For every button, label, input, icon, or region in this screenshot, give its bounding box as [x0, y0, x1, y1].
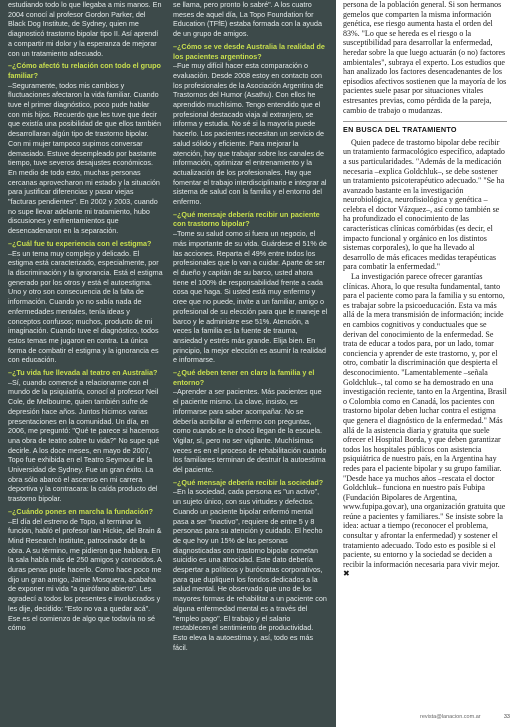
answer-paragraph: –Fue muy difícil hacer esta comparación o evaluación. Desde 2008 estoy en contacto con los profesionales de la Asociación Argentina de Trastornos del Humor (Asathu). Con ellos he aprendido muchísimo. Tengo entendido que el profesional destacado viaja al extranjero, se informa y estudia. No sé si la mayoría puede hacerlo. Los pacientes necesitan un servicio de salud sólido y eficiente. Para mejorar la atención, hay que trabajar sobre los canales de información, optimizar el entrenamiento y la actualización de los profesionales. Hay que fomentar el trabajo interdisciplinario e integrar al sistema de salud con la familia y el entorno del enfermo.	[173, 61, 327, 207]
answer-paragraph: –En la sociedad, cada persona es "un activo", un sujeto único, con sus virtudes y defectos. Cuando un paciente bipolar enfermó mental pasa a ser "inactivo", requiere de entre 5 y 8 personas para su atención y cuidado. El hecho de que hoy un 15% de las personas diagnosticadas con trastorno bipolar cometan suicidio es una atrocidad. Este dato debería despertar a políticos y burócratas corporativos, para que dupliquen los fondos dedicados a la salud mental. He observado que uno de los mayores formas de rehabilitar a un paciente con alguna enfermedad mental es a través del "empleo pago". El trabajo y el salario restablecen el sentimiento de productividad. Esto eleva la autoestima y, así, todo es más fácil.	[173, 487, 327, 652]
article-paragraph: persona de la población general. Si son hermanos gemelos que comparten la misma información genética, ese riesgo aumenta hasta el orden del 83%. "Lo que se hereda es el riesgo o la susceptibilidad para desarrollar la enfermedad, heredar sobre la que luego actuarán (o no) factores ambientales", subraya el experto. Los estudios que han analizado los factores desencadenantes de los episodios afectivos sostienen que la mayoría de los pacientes suele pasar por situaciones vitales estresantes previas, como pérdida de la pareja, cambio de trabajo o mudanzas.	[343, 0, 507, 115]
question-heading: –¿Qué deben tener en claro la familia y el entorno?	[173, 368, 315, 387]
interview-column-1	[8, 0, 163, 727]
answer-paragraph: –Sí, cuando comencé a relacionarme con el mundo de la psiquiatría, conocí al profesor Neil Cole, de Melbourne, quien también sufre de depresión hace años. Juntos hicimos varias presentaciones en la comunidad. Un día, en 2006, me preguntó: "Qué te parece si hacemos una obra de teatro sobre tu vida?" No supe qué decirle. A los doce meses, en mayo de 2007, Topo fue exhibida en el Teatro Seymour de la Universidad de Sydney. Fue un gran éxito. La obra sólo abarcó el ascenso en mi carrera deportiva y la contracara: la caída producto del trastorno bipolar.	[8, 377, 160, 504]
paragraph: se llama, pero pronto lo sabré". A los cuatro meses de aquel día, La Topo Foundation for Education (TFfE) estaba formada con la ayuda de un grupo de amigos.	[173, 0, 323, 39]
section-subhead: EN BUSCA DEL TRATAMIENTO	[343, 121, 507, 135]
question-heading: –¿Tu vida fue llevada al teatro en Australia?	[8, 368, 158, 378]
question-heading: –¿Qué mensaje debería recibir la sociedad?	[173, 477, 324, 487]
question-heading: –¿Cuál fue tu experiencia con el estigma?	[8, 238, 152, 248]
answer-paragraph: –Es un tema muy complejo y delicado. El estigma está caracterizado, especialmente, por la discriminación y la ignorancia. Está el estigma generado por los otros y está el autoestigma. Uno y otro son consecuencia de la falta de información. Cuando yo no sabía nada de enfermedades mentales, tenía ideas y conceptos confusos; muchos, producto de mi imaginación. Cuando tuve el diagnóstico, todos estos temas me jugaron en contra. La única forma de combatir el estigma y la ignorancia es con educación.	[8, 248, 163, 365]
answer-paragraph: –El día del estreno de Topo, al terminar la función, habló el profesor Ian Hickie, del Brain & Mind Research Institute, patrocinador de la obra. A su término, me pidieron que hablara. En la sala había más de 250 amigos y conocidos. A duras penas pude hacerlo. Como hace poco me dijo un gran amigo, Jaime Mosquera, acabaha de exponer mi vida "a quirófano abierto". Les agradecí a todos los presentes e involucrados y les dije, decidido: "Esto no va a quedar acá". Ese es el comienzo de algo que todavía no sé cómo	[8, 516, 162, 633]
page-number: 33	[503, 714, 510, 720]
footer-email: revista@lanacion.com.ar	[420, 714, 481, 720]
answer-paragraph: –Aprender a ser pacientes. Más pacientes que el paciente mismo. La clave, insisto, es informarse para saber acompañar. No se debería acribillar al enfermo con preguntas, como cuando se lo chocó llegan de la escuela. Vigilar, sí, pero no ser vigilante. Muchísimas veces es en el proceso de rehabilitación cuando los familiares terminan de destruir la autoestima del paciente.	[173, 387, 327, 475]
article-paragraph: La investigación parece ofrecer garantías clínicas. Ahora, lo que resulta fundamental, tanto para el paciente como para la familia y su entorno, es trabajar sobre la psicoeducación. Esta va más allá de la mera transmisión de información; incide en cambios cognitivos y conductuales que se derivan del conocimiento de la enfermedad. Se trata de educar a todos para, por un lado, tomar conciencia y aprender de este trastorno, y, por el otro, combatir la discriminación que despierta el desconocimiento. "Lamentablemente –señala Goldchluk–, tal como se ha demostrado en una investigación reciente, tanto en la Argentina, Brasil o Colombia como en Canadá, los pacientes con trastorno bipolar deben luchar contra el estigma que genera el diagnóstico de la enfermedad." Más allá de la asistencia diaria y gratuita que suele ofrecer el Hospital Borda, y que deben garantizar todos los hospitales públicos con asistencia psiquiátrica de nuestro país, en la Argentina hay redes para el paciente bipolar y su grupo familiar. "Desde hace ya muchos años –rescata el doctor Goldchluk– funciona en nuestro país Fubipa (Fundación Bipolares de Argentina, www.fupipa.gov.ar), una organización gratuita que reúne a pacientes y familiares." Se insiste sobre la idea: actuar a tiempo (reconocer el problema, consultar y afrontar la enfermedad) y sostener el tratamiento adecuado. Todo esto es posible si el paciente, su entorno y la sociedad se deciden a recibir la información necesaria para vivir mejor. ✖	[343, 272, 507, 579]
interview-column-2	[173, 0, 328, 727]
answer-paragraph: –Tome su salud como si fuera un negocio, el más importante de su vida. Guárdese el 51% de las acciones. Reparta el 49% entre todos los profesionales que lo van a cuidar. Aparte de ser el dueño y capitán de su barco, usted ahora tiene el 100% de responsabilidad frente a cada cosa que haga. Si usted está muy enfermo y cree que no puede, invite a un familiar, amigo o profesional de su elección para que le maneje el barco y le administre ese 51%. Atención, a veces la familia es la fuente de trauma, ansiedad y estrés más grande. Elija bien. En principio, la mejor elección es asumir la realidad e informarse.	[173, 229, 328, 365]
question-heading: –¿Cómo afectó tu relación con todo el grupo familiar?	[8, 61, 161, 80]
answer-paragraph: –Seguramente, todos mis cambios y fluctuaciones afectaron la vida familiar. Cuando tuve el primer diagnóstico, poco pude hablar con mis hijos. Recuerdo que les tuve que decir que existía una posibilidad de que ellos también desarrollaran algún tipo de trastorno bipolar. Con mi mujer tampoco supimos conversar demasiado. Estuve desempleado por bastante tiempo, tuve severos desajustes económicos. En medio de todo esto, muchas personas cercanas aprovecharon mi estado y la situación para justificar diferencias y pasar viejas "facturas pendientes". En 2002 y 2003, cuando no supe llevar adelante mi tratamiento, hubo discusiones y enfrentamientos que desencadenaron en la separación.	[8, 80, 162, 236]
question-heading: –¿Cómo se ve desde Australia la realidad de los pacientes argentinos?	[173, 41, 325, 61]
article-paragraph: Quien padece de trastorno bipolar debe recibir un tratamiento farmacológico específico, adaptado a sus particularidades. "Además de la medicación necesaria –explica Goldchluk–, se debe sostener un tratamiento psicoterapéutico adecuado." "Se ha avanzado bastante en la investigación neurobiológica, neurofisiológica y genética –celebra el doctor Vázquez–, así como también se ha profundizado el conocimiento de las características clínicas comórbidas (es decir, el impacto funcional y orgánico en los distintos sistemas corporales), lo que ha llevado al desarrollo de más eficaces medidas terapéuticas para combatir la enfermedad."	[343, 137, 505, 272]
paragraph: estudiando todo lo que llegaba a mis manos. En 2004 conocí al profesor Gordon Parker, del Black Dog Institute, de Sydney, quien me diagnosticó trastorno bipolar tipo II. Así aprendí a compartir mi dolor y la esperanza de mejorar con un tratamiento adecuado.	[8, 0, 162, 58]
article-column	[343, 0, 507, 712]
question-heading: –¿Qué mensaje debería recibir un paciente con trastorno bipolar?	[173, 209, 320, 229]
question-heading: –¿Cuándo pones en marcha la fundación?	[8, 506, 153, 516]
